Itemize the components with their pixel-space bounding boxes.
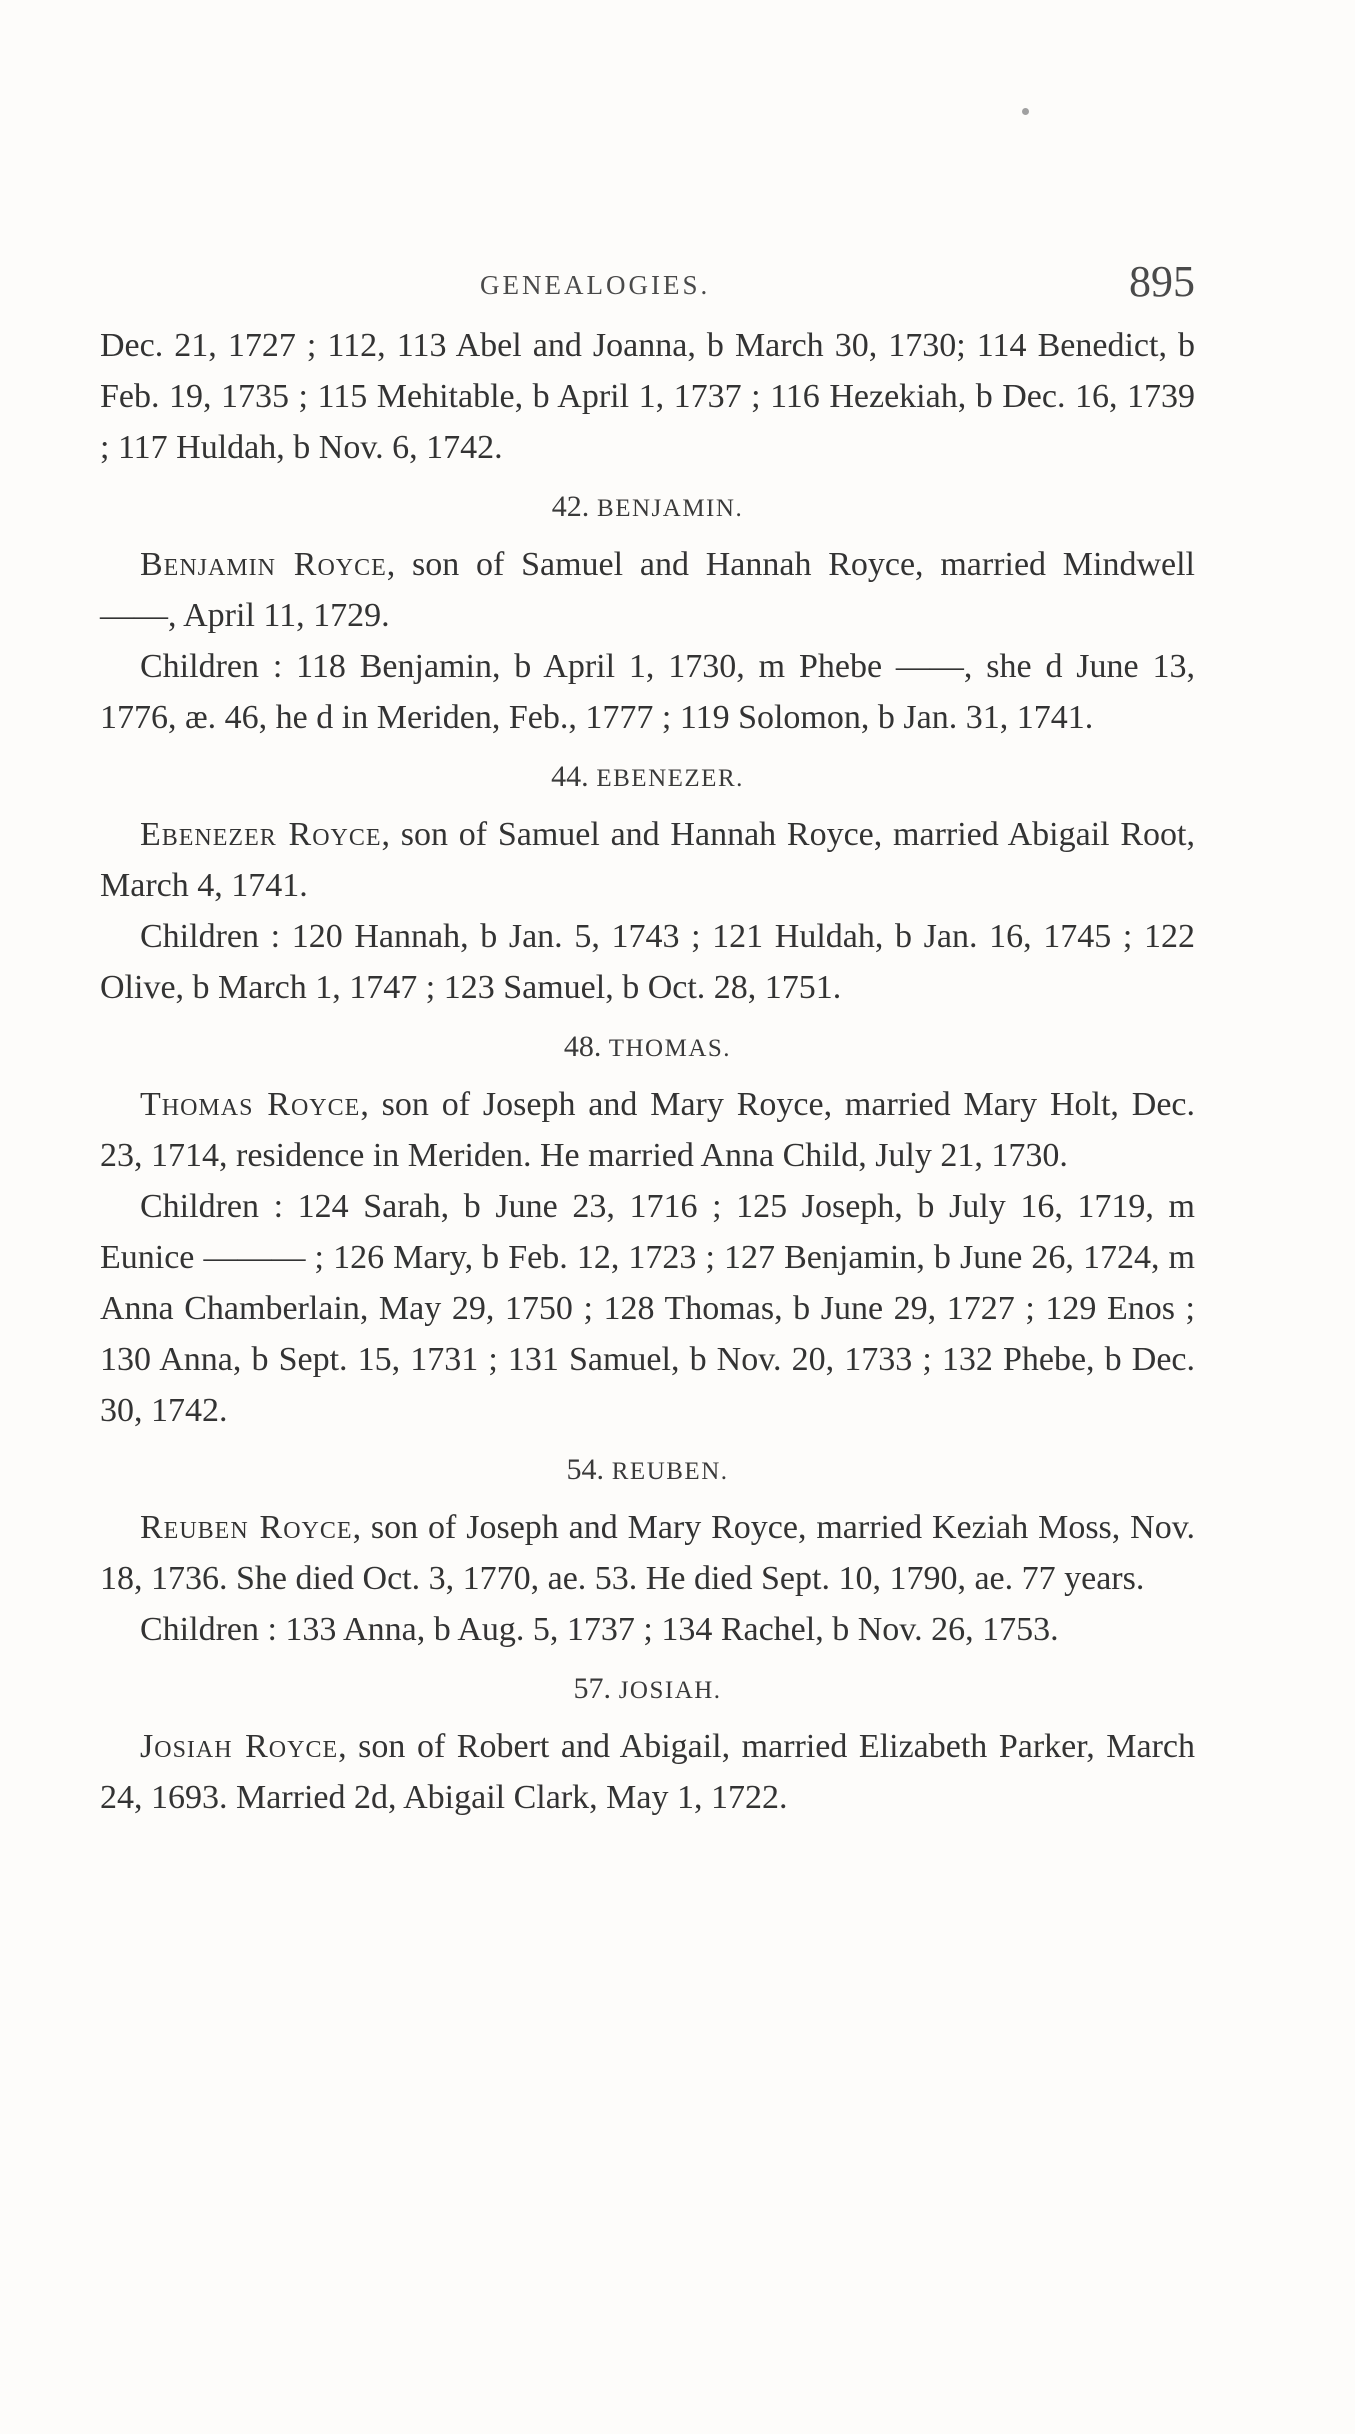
children-paragraph: Children : 120 Hannah, b Jan. 5, 1743 ; 121 Huldah, b Jan. 16, 1745 ; 122 Olive, b March 1, 1747 ; 123 Samuel, b Oct. 28, 1751. xyxy=(100,918,1195,1006)
section-heading-thomas xyxy=(100,1027,1195,1069)
section-number: 57. xyxy=(573,1672,611,1705)
lead-name: Thomas Royce xyxy=(140,1086,361,1123)
section-number: 42. xyxy=(551,490,590,523)
lead-name: Benjamin Royce xyxy=(140,546,387,583)
children-paragraph: Children : 133 Anna, b Aug. 5, 1737 ; 134 Rachel, b Nov. 26, 1753. xyxy=(140,1611,1059,1648)
section-heading-reuben xyxy=(100,1450,1195,1492)
section-name: JOSIAH. xyxy=(618,1677,722,1704)
section-paragraph xyxy=(100,809,1195,911)
lead-name: Reuben Royce xyxy=(140,1509,353,1546)
section-paragraph xyxy=(100,1721,1195,1823)
stray-ink-mark xyxy=(1022,108,1029,115)
section-heading-benjamin xyxy=(100,487,1195,529)
section-heading-ebenezer xyxy=(100,757,1195,799)
paragraph-text: , son of Robert and Abigail, married Elizabeth Parker, March 24, 1693. Married 2d, Abigail Clark, May 1, 1722. xyxy=(100,1728,1196,1816)
section-name: REUBEN. xyxy=(611,1458,729,1485)
section-number: 48. xyxy=(563,1030,602,1063)
section-name: EBENEZER. xyxy=(596,765,744,792)
paragraph-text: , son of Samuel and Hannah Royce, married Abigail Root, March 4, 1741. xyxy=(100,816,1195,904)
children-paragraph: Children : 124 Sarah, b June 23, 1716 ; 125 Joseph, b July 16, 1719, m Eunice ——— ; 126 Mary, b Feb. 12, 1723 ; 127 Benjamin, b June 26, 1724, m Anna Chamberlain, May 29, 1750 ; 128 Thomas, b June 29, 1727 ; 129 Enos ; 130 Anna, b Sept. 15, 1731 ; 131 Samuel, b Nov. 20, 1733 ; 132 Phebe, b Dec. 30, 1742. xyxy=(100,1188,1195,1429)
section-heading-josiah xyxy=(100,1669,1195,1711)
page-body xyxy=(100,250,1195,1823)
paragraph-text: , son of Joseph and Mary Royce, married Mary Holt, Dec. 23, 1714, residence in Meriden. He married Anna Child, July 21, 1730. xyxy=(100,1086,1195,1174)
continuation-paragraph: Dec. 21, 1727 ; 112, 113 Abel and Joanna, b March 30, 1730; 114 Benedict, b Feb. 19, 1735 ; 115 Mehitable, b April 1, 1737 ; 116 Hezekiah, b Dec. 16, 1739 ; 117 Huldah, b Nov. 6, 1742. xyxy=(100,327,1195,466)
section-paragraph xyxy=(100,539,1195,641)
section-number: 44. xyxy=(551,760,589,793)
lead-name: Ebenezer Royce xyxy=(140,816,382,853)
paragraph-text: , son of Joseph and Mary Royce, married Keziah Moss, Nov. 18, 1736. She died Oct. 3, 1770, ae. 53. He died Sept. 10, 1790, ae. 77 years. xyxy=(100,1509,1196,1597)
running-title: GENEALOGIES. xyxy=(480,270,711,300)
section-name: THOMAS. xyxy=(608,1035,732,1062)
running-head xyxy=(100,250,1195,320)
paragraph-text: , son of Samuel and Hannah Royce, married Mindwell ——, April 11, 1729. xyxy=(100,546,1196,634)
section-name: BENJAMIN. xyxy=(597,495,744,522)
page-number: 895 xyxy=(1129,257,1195,306)
section-paragraph xyxy=(100,1502,1195,1604)
lead-name: Josiah Royce xyxy=(140,1728,339,1765)
section-paragraph xyxy=(100,1079,1195,1181)
children-paragraph: Children : 118 Benjamin, b April 1, 1730, m Phebe ——, she d June 13, 1776, æ. 46, he d in Meriden, Feb., 1777 ; 119 Solomon, b Jan. 31, 1741. xyxy=(100,648,1195,736)
section-number: 54. xyxy=(566,1453,604,1486)
